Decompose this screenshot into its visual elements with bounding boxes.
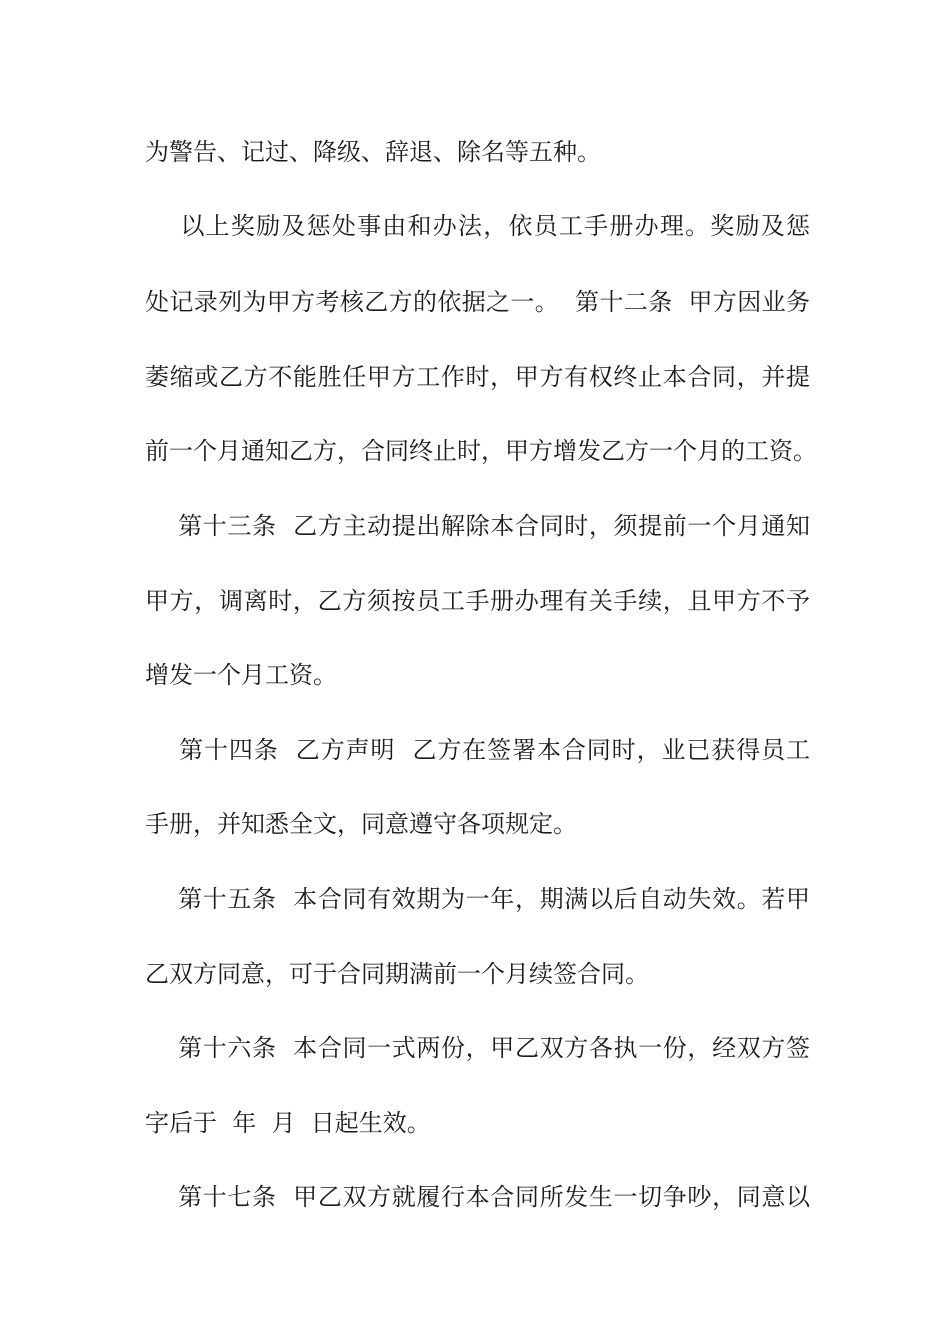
text-line-7: 甲方，调离时，乙方须按员工手册办理有关手续，且甲方不予 bbox=[145, 587, 810, 615]
text-line-13: 第十六条 本合同一式两份，甲乙双方各执一份，经双方签 bbox=[145, 1034, 810, 1062]
text-line-5: 前一个月通知乙方，合同终止时，甲方增发乙方一个月的工资。 bbox=[145, 437, 817, 465]
text-line-1: 为警告、记过、降级、辞退、除名等五种。 bbox=[145, 138, 601, 166]
text-line-8: 增发一个月工资。 bbox=[145, 661, 337, 689]
text-line-4: 萎缩或乙方不能胜任甲方工作时，甲方有权终止本合同，并提 bbox=[145, 363, 810, 391]
text-line-10: 手册，并知悉全文，同意遵守各项规定。 bbox=[145, 810, 577, 838]
text-line-15: 第十七条 甲乙双方就履行本合同所发生一切争吵，同意以 bbox=[145, 1183, 810, 1211]
text-line-2: 以上奖励及惩处事由和办法，依员工手册办理。奖励及惩 bbox=[145, 212, 810, 240]
text-line-9: 第十四条 乙方声明 乙方在签署本合同时，业已获得员工 bbox=[145, 736, 810, 764]
text-line-11: 第十五条 本合同有效期为一年，期满以后自动失效。若甲 bbox=[145, 885, 810, 913]
text-line-6: 第十三条 乙方主动提出解除本合同时，须提前一个月通知 bbox=[145, 512, 810, 540]
text-line-14: 字后于 年 月 日起生效。 bbox=[145, 1109, 431, 1137]
text-line-12: 乙双方同意，可于合同期满前一个月续签合同。 bbox=[145, 960, 649, 988]
text-line-3: 处记录列为甲方考核乙方的依据之一。 第十二条 甲方因业务 bbox=[145, 288, 810, 316]
